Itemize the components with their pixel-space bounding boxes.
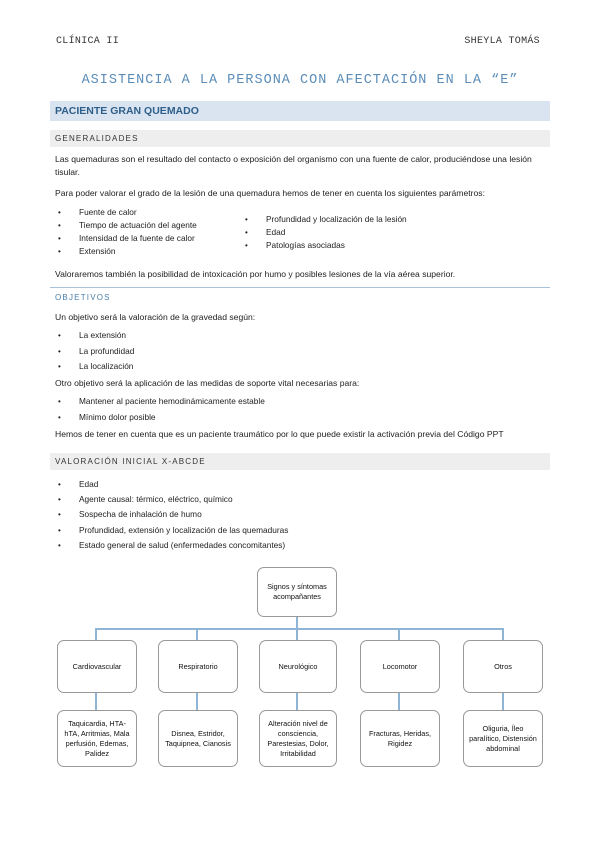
detail-node-neurologico: Alteración nivel de consciencia, Parestesias, Dolor, Irritabilidad bbox=[259, 710, 337, 767]
divider bbox=[50, 287, 550, 288]
list-item: • Sospecha de inhalación de humo bbox=[58, 509, 202, 520]
connector-line bbox=[296, 616, 298, 629]
list-item: • Extensión bbox=[58, 246, 116, 256]
list-item: • La localización bbox=[58, 361, 134, 371]
list-item: • La extensión bbox=[58, 330, 127, 340]
detail-node-otros: Oliguria, Íleo paralítico, Distensión abdominal bbox=[463, 710, 543, 767]
list-item: • Profundidad, extensión y localización de las quemaduras bbox=[58, 524, 289, 535]
objetivos-paragraph-3: Hemos de tener en cuenta que es un paciente traumático por lo que puede existir la activación previa del Código PPT bbox=[55, 429, 504, 439]
page-title: ASISTENCIA A LA PERSONA CON AFECTACIÓN EN LA “E” bbox=[81, 73, 519, 88]
list-item: • Fuente de calor bbox=[58, 207, 137, 217]
connector-line bbox=[296, 628, 298, 640]
valoracion-heading: VALORACIÓN INICIAL X-ABCDE bbox=[50, 453, 550, 470]
category-node-otros: Otros bbox=[463, 640, 543, 693]
category-node-neurologico: Neurológico bbox=[259, 640, 337, 693]
connector-line bbox=[95, 628, 97, 640]
connector-line bbox=[398, 628, 400, 640]
generalidades-list-left bbox=[58, 206, 197, 258]
list-item: • Profundidad y localización de la lesión bbox=[245, 214, 407, 224]
detail-node-cardiovascular: Taquicardia, HTA-hTA, Arritmias, Mala perfusión, Edemas, Palidez bbox=[57, 710, 137, 767]
list-item: • Agente causal: térmico, eléctrico, químico bbox=[58, 494, 233, 505]
section-title: PACIENTE GRAN QUEMADO bbox=[50, 101, 550, 121]
connector-line bbox=[502, 628, 504, 640]
diagram-root-node: Signos y síntomas acompañantes bbox=[257, 567, 337, 617]
generalidades-paragraph-1: Las quemaduras son el resultado del contacto o exposición del organismo con una fuente de calor, produciéndose una lesión tisular. bbox=[55, 154, 532, 177]
list-item: • Edad bbox=[245, 227, 286, 237]
connector-line bbox=[95, 693, 97, 711]
list-item: • Intensidad de la fuente de calor bbox=[58, 233, 195, 243]
connector-line bbox=[96, 628, 504, 630]
list-item: • Mantener al paciente hemodinámicamente estable bbox=[58, 396, 265, 406]
list-item: • Edad bbox=[58, 479, 99, 489]
header-author: SHEYLA TOMÁS bbox=[464, 36, 540, 47]
list-item: • Patologías asociadas bbox=[245, 240, 345, 250]
detail-node-respiratorio: Disnea, Estridor, Taquipnea, Cianosis bbox=[158, 710, 238, 767]
detail-node-locomotor: Fracturas, Heridas, Rigidez bbox=[360, 710, 440, 767]
valoracion-list bbox=[58, 477, 288, 553]
generalidades-list-right bbox=[245, 213, 407, 252]
generalidades-heading: GENERALIDADES bbox=[50, 130, 550, 147]
connector-line bbox=[196, 693, 198, 711]
objetivos-heading: OBJETIVOS bbox=[55, 293, 111, 302]
objetivos-list-1 bbox=[58, 328, 134, 375]
list-item: • Tiempo de actuación del agente bbox=[58, 220, 197, 230]
connector-line bbox=[196, 628, 198, 640]
connector-line bbox=[296, 693, 298, 711]
objetivos-paragraph-2: Otro objetivo será la aplicación de las medidas de soporte vital necesarias para: bbox=[55, 378, 360, 388]
category-node-locomotor: Locomotor bbox=[360, 640, 440, 693]
category-node-cardiovascular: Cardiovascular bbox=[57, 640, 137, 693]
list-item: • La profundidad bbox=[58, 345, 135, 356]
list-item: • Mínimo dolor posible bbox=[58, 411, 156, 422]
header-course: CLÍNICA II bbox=[56, 36, 120, 47]
generalidades-paragraph-3: Valoraremos también la posibilidad de intoxicación por humo y posibles lesiones de la vía aérea superior. bbox=[55, 269, 456, 279]
generalidades-paragraph-2: Para poder valorar el grado de la lesión de una quemadura hemos de tener en cuenta los siguientes parámetros: bbox=[55, 188, 485, 198]
objetivos-list-2 bbox=[58, 394, 265, 425]
connector-line bbox=[502, 693, 504, 711]
list-item: • Estado general de salud (enfermedades concomitantes) bbox=[58, 539, 286, 550]
objetivos-paragraph-1: Un objetivo será la valoración de la gravedad según: bbox=[55, 312, 256, 322]
category-node-respiratorio: Respiratorio bbox=[158, 640, 238, 693]
connector-line bbox=[398, 693, 400, 711]
